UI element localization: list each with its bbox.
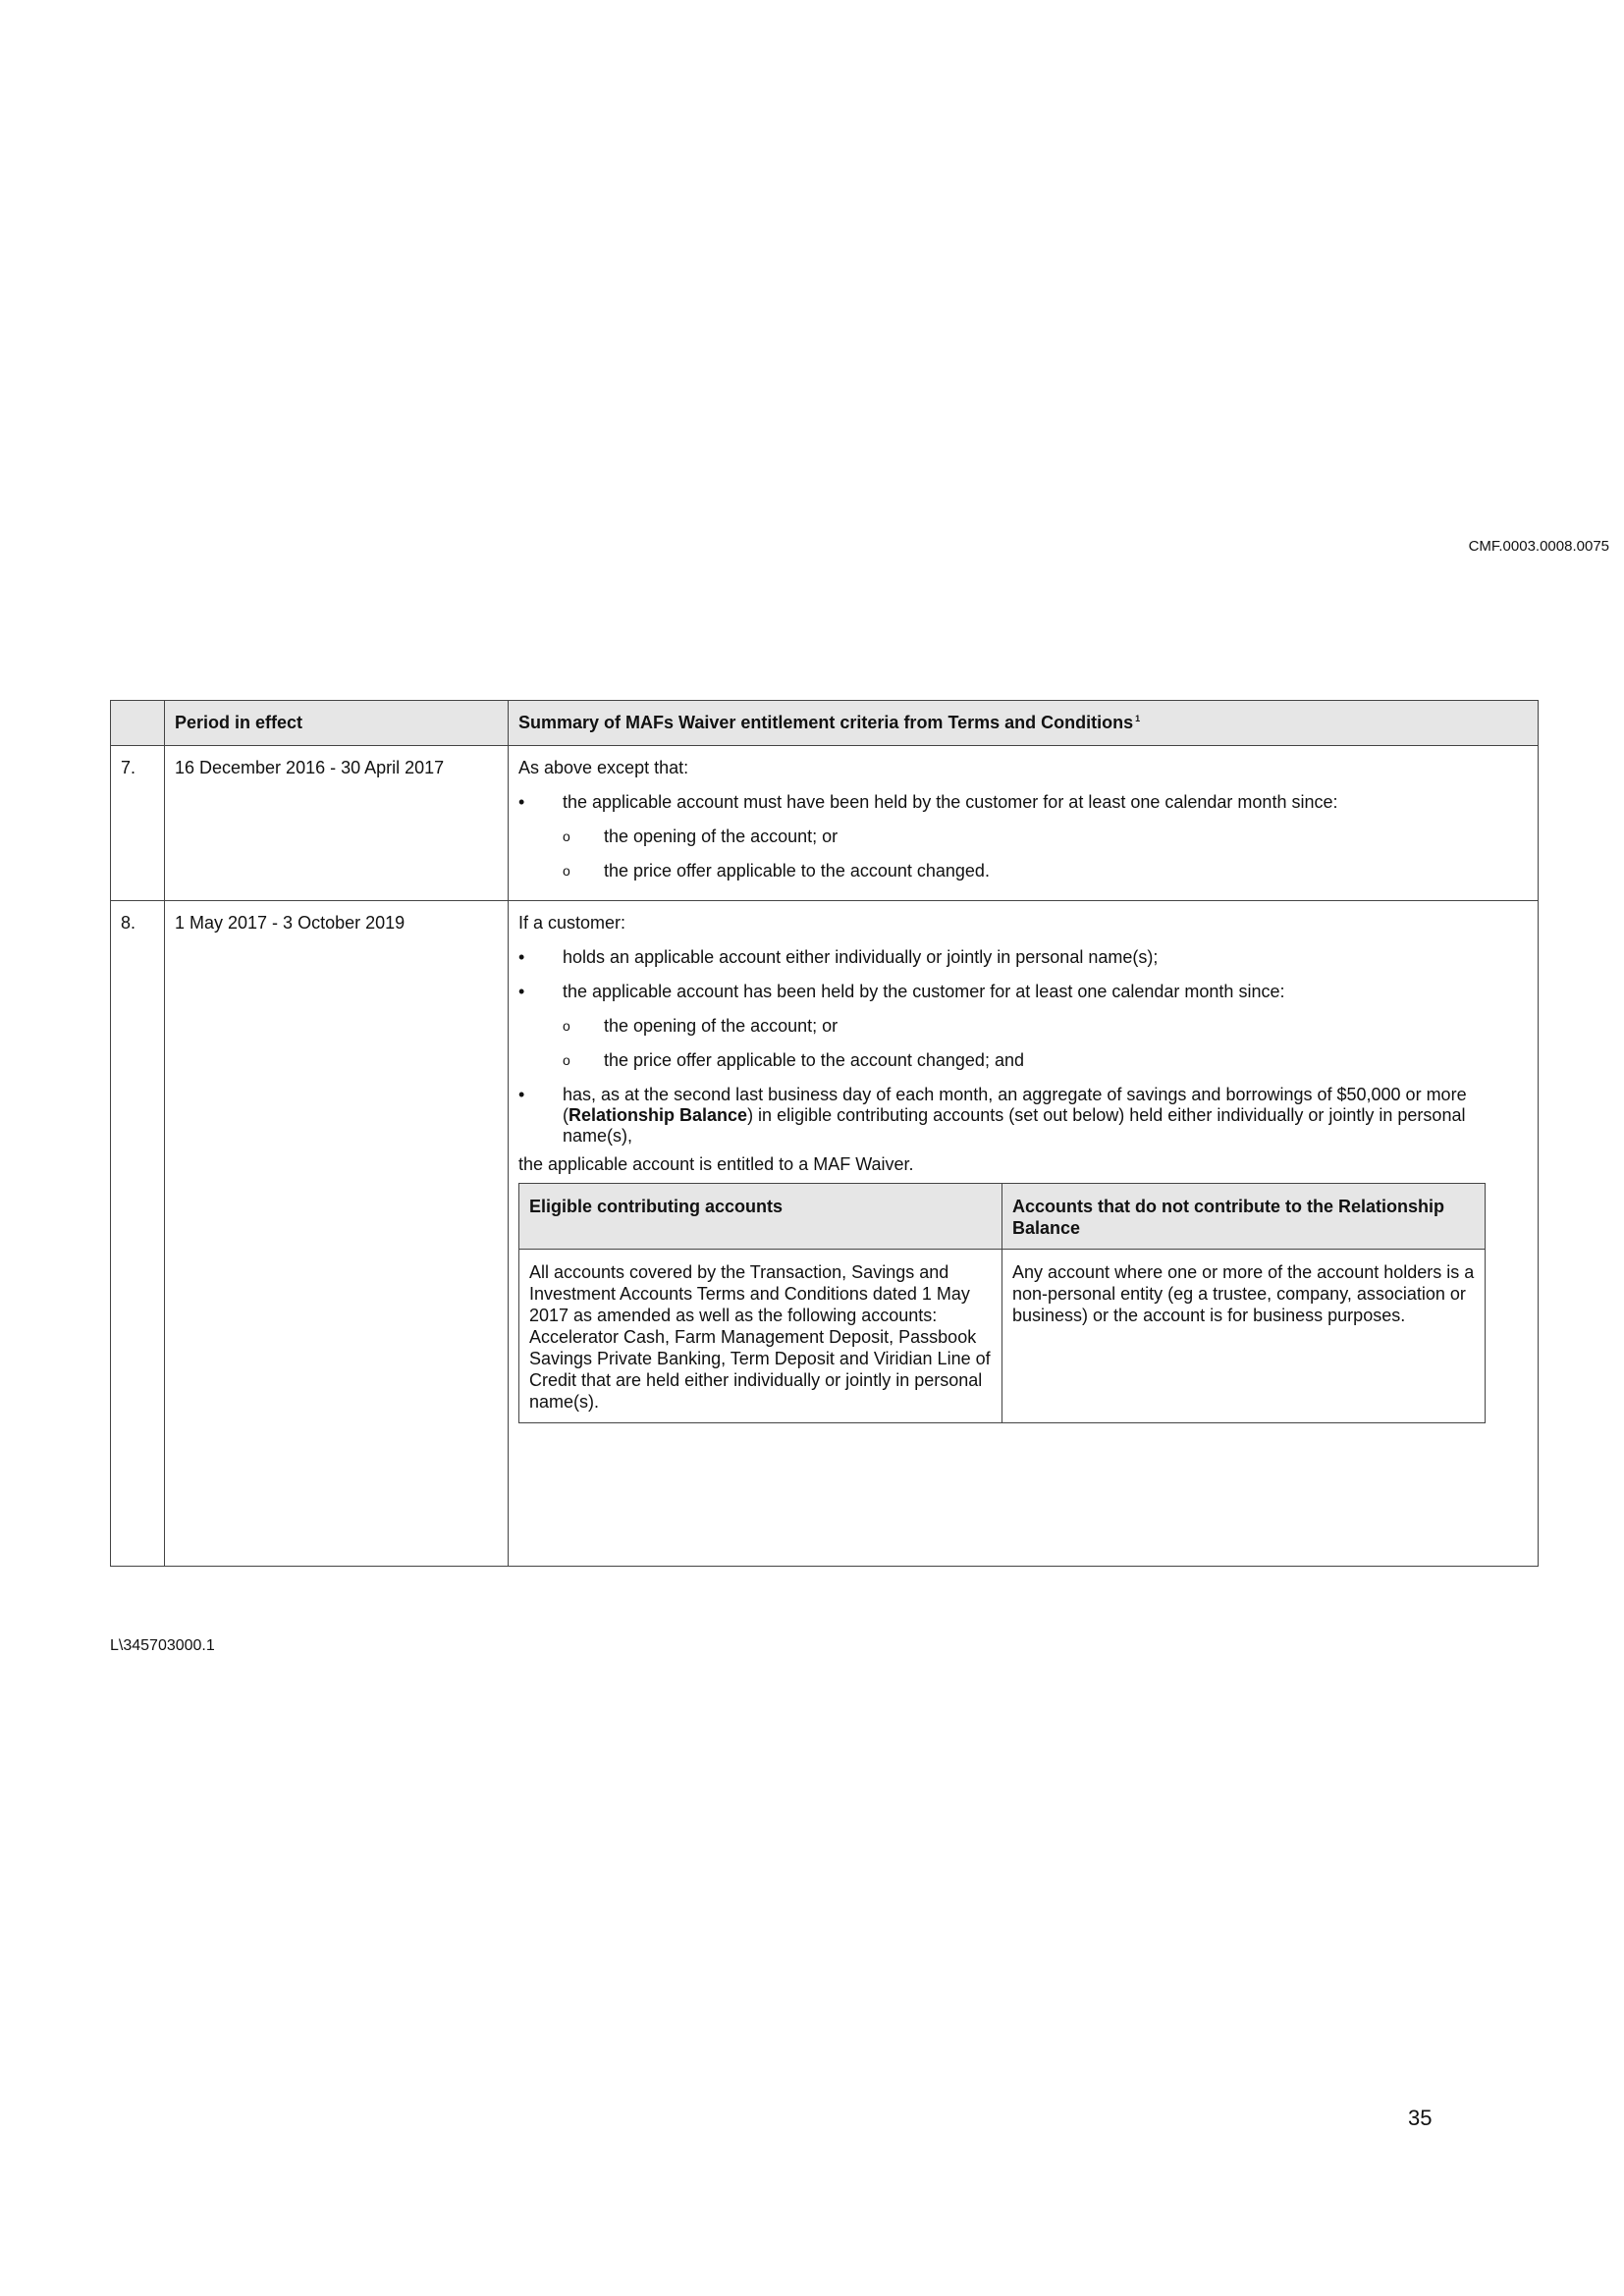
row-number: 7. — [111, 746, 165, 901]
criteria-sub-bullet: o the opening of the account; or — [518, 827, 1528, 847]
summary-intro: If a customer: — [518, 913, 626, 933]
maf-waiver-table — [110, 700, 1539, 1567]
excluded-accounts-cell: Any account where one or more of the account holders is a non-personal entity (eg a trustee, company, association or business) or the account is for business purposes. — [1002, 1250, 1486, 1423]
bullet-text: ) in eligible contributing accounts (set out below) held either individually or jointly in personal name(s), — [563, 1105, 1466, 1146]
contributing-accounts-table — [518, 1183, 1486, 1423]
criteria-bullet: • holds an applicable account either individually or jointly in personal name(s); — [518, 947, 1528, 968]
table-header-row — [111, 701, 1539, 746]
row-summary — [509, 746, 1539, 901]
table-row — [111, 746, 1539, 901]
inner-header-excluded: Accounts that do not contribute to the Relationship Balance — [1002, 1184, 1486, 1250]
eligible-accounts-cell: All accounts covered by the Transaction, Savings and Investment Accounts Terms and Conditions dated 1 May 2017 as amended as well as the following accounts: Accelerator Cash, Farm Management Deposit, Passbook Savings Private Banking, Term Deposit and Viridian Line of Credit that are held either individually or jointly in personal name(s). — [519, 1250, 1002, 1423]
header-period: Period in effect — [165, 701, 509, 746]
inner-header-eligible: Eligible contributing accounts — [519, 1184, 1002, 1250]
row-period: 16 December 2016 - 30 April 2017 — [165, 746, 509, 901]
page-number: 35 — [1408, 2106, 1433, 2130]
row-period: 1 May 2017 - 3 October 2019 — [165, 901, 509, 1567]
criteria-bullet — [518, 1085, 1528, 1147]
criteria-bullet: • the applicable account has been held by the customer for at least one calendar month since: — [518, 982, 1528, 1002]
criteria-sub-bullet: o the price offer applicable to the account changed. — [518, 861, 1528, 881]
footer-reference: L\345703000.1 — [110, 1637, 215, 1654]
defined-term: Relationship Balance — [568, 1105, 748, 1125]
summary-conclusion: the applicable account is entitled to a MAF Waiver. — [518, 1154, 914, 1174]
inner-table-row — [519, 1250, 1486, 1423]
document-id: CMF.0003.0008.0075 — [1468, 538, 1609, 555]
table-row — [111, 901, 1539, 1567]
criteria-list — [518, 792, 1528, 881]
header-summary-text: Summary of MAFs Waiver entitlement criteria from Terms and Conditions — [518, 713, 1134, 732]
summary-intro: As above except that: — [518, 758, 689, 777]
inner-header-row — [519, 1184, 1486, 1250]
criteria-sub-bullet: o the price offer applicable to the account changed; and — [518, 1050, 1528, 1071]
header-summary — [509, 701, 1539, 746]
bullet-text: has, as at the second last business day of each month, an aggregate of savings and borrowings of $50,000 or more ( — [563, 1085, 1467, 1125]
header-num — [111, 701, 165, 746]
row-number: 8. — [111, 901, 165, 1567]
row-summary — [509, 901, 1539, 1567]
criteria-sub-bullet: o the opening of the account; or — [518, 1016, 1528, 1037]
criteria-bullet: • the applicable account must have been held by the customer for at least one calendar month since: — [518, 792, 1528, 813]
footnote-mark: 1 — [1135, 714, 1141, 723]
criteria-list — [518, 947, 1528, 1147]
